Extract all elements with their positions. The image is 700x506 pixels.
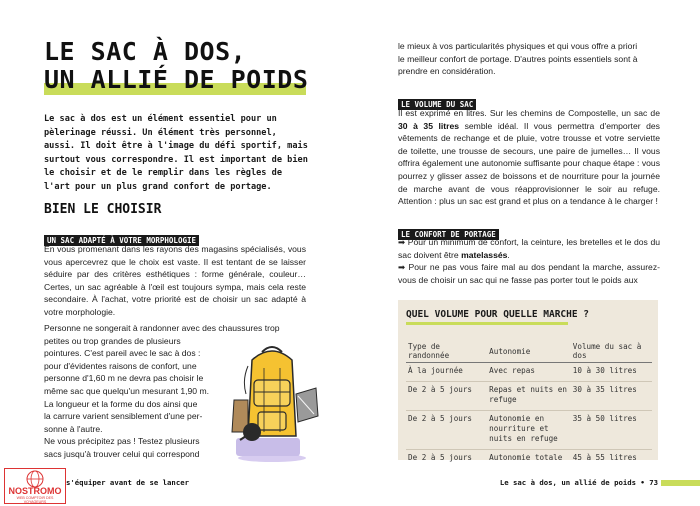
table-title: QUEL VOLUME POUR QUELLE MARCHE ? — [406, 309, 590, 320]
logo-name: NOSTROMO — [8, 486, 62, 496]
footer-band — [661, 480, 700, 486]
arrow-right-icon: ➡ — [398, 237, 408, 247]
intro-paragraph: Le sac à dos est un élément essentiel pour un pèlerinage réussi. Un élément très personnel, aussi. Il doit être à l'image du défi sportif, mais surtout vous correspondre. Il est important de bien le choisir et de le remplir dans les règles de l'art pour un plus grand confort de portage. — [44, 114, 308, 192]
p2-line: personne d'1,60 m ne devra pas choisir le — [44, 373, 204, 384]
p2-line: La longueur et la forme du dos ainsi que — [44, 398, 198, 409]
p2-line: pour d'évidentes raisons de confort, une — [44, 360, 197, 371]
table-header-row — [406, 340, 652, 363]
confort-b1-post: . — [507, 249, 510, 260]
confort-label: LE CONFORT DE PORTAGE — [398, 229, 499, 240]
backpack-illustration — [222, 340, 322, 462]
morphology-label: UN SAC ADAPTÉ À VOTRE MORPHOLOGIE — [44, 235, 199, 246]
p2-line: la carrure varient sensiblement d'une per- — [44, 411, 203, 422]
volume-text-bold: 30 à 35 litres — [398, 120, 460, 131]
table-header: Autonomie — [487, 340, 571, 363]
title-line-1: LE SAC À DOS, — [44, 37, 247, 66]
table-header: Volume du sac à dos — [571, 340, 652, 363]
table-row — [406, 411, 652, 450]
table-title-highlight — [406, 322, 568, 325]
logo-tagline: WEB COMPTOIR DES VOYAGEURS — [16, 496, 54, 504]
p2-line: Personne ne songerait à randonner avec des chaussures trop — [44, 323, 280, 333]
table-cell: Autonomie totale — [489, 453, 563, 462]
table-header: Type de randonnée — [406, 340, 487, 363]
confort-paragraph — [398, 236, 660, 286]
footer-right: Le sac à dos, un allié de poids • 73 — [499, 478, 658, 487]
confort-bullet-2 — [398, 261, 660, 286]
table-cell: À la journée — [406, 363, 487, 382]
nostromo-logo — [4, 468, 66, 504]
right-top-line: prendre en considération. — [398, 66, 496, 77]
p2-line: sonne à l'autre. — [44, 423, 103, 434]
arrow-right-icon: ➡ — [398, 262, 409, 273]
right-top-paragraph — [398, 40, 660, 78]
title-line-2: UN ALLIÉ DE POIDS — [44, 65, 309, 94]
volume-text-pre: Il est exprimé en litres. Sur les chemins de Compostelle, un sac de — [398, 108, 660, 118]
table-row — [406, 450, 652, 469]
page-title — [44, 38, 308, 94]
right-top-line: le mieux à vos particularités physiques et qui vous offre a priori — [398, 41, 638, 51]
morphology-paragraph-1: En vous promenant dans les rayons des magasins spécialisés, vous vous apercevrez que le choix est vaste. Il est tentant de se laisser séduire par des critères esthétiques : forme générale, couleur… Certes, un sac agréable à l'œil est toujours sympa, mais cela reste secondaire. À l'achat, votre priorité est de choisir un sac adapté à votre morphologie. — [44, 244, 306, 317]
confort-b1-bold: matelassés — [461, 249, 508, 260]
p3-line: sacs jusqu'à trouver celui qui correspond — [44, 448, 200, 459]
section-heading: BIEN LE CHOISIR — [44, 202, 162, 217]
confort-bullet-1 — [398, 236, 660, 261]
p2-line: pointures. C'est pareil avec le sac à dos : — [44, 348, 201, 359]
table-cell: Autonomie en nourriture et nuits en refuge — [487, 411, 571, 450]
p2-line: petites ou trop grandes de plusieurs — [44, 335, 181, 346]
volume-text-post: semble idéal. Il vous permettra d'emporter des vêtements de rechange et de pluie, votre trousse et votre serviette de toilette, une trousse de secours, une paire de jumelles… Il vous offrira également une autonomie suffisante pour chaque étape : vous pourrez y glisser assez de boissons et de nourriture pour la journée de marche avant de vous réapprovisionner le soir au refuge. Attention : plus un sac est grand et plus on a tendance à le charger ! — [398, 120, 660, 207]
volume-paragraph — [398, 107, 660, 208]
p2-line: même sac que quelqu'un mesurant 1,90 m. — [44, 385, 210, 396]
table-cell: 30 à 35 litres — [571, 382, 652, 411]
table-cell: De 2 à 5 jours — [408, 453, 473, 462]
table-row — [406, 382, 652, 411]
volume-table — [406, 340, 652, 468]
table-cell: Avec repas — [487, 363, 571, 382]
confort-b1-pre: Pour un minimum de confort, la ceinture, les bretelles et le dos du sac doivent être — [398, 237, 660, 260]
table-cell: 45 à 55 litres — [572, 453, 637, 462]
table-cell: 10 à 30 litres — [571, 363, 652, 382]
confort-b2: Pour ne pas vous faire mal au dos pendant la marche, assurez-vous de choisir un sac qui ne fasse pas porter tout le poids aux — [398, 262, 660, 285]
volume-label: LE VOLUME DU SAC — [398, 99, 476, 110]
table-cell: Repas et nuits en refuge — [487, 382, 571, 411]
table-cell: 35 à 50 litres — [571, 411, 652, 450]
table-cell: De 2 à 5 jours — [406, 382, 487, 411]
footer-left: s'équiper avant de se lancer — [66, 478, 190, 487]
table-row — [406, 363, 652, 382]
table-cell: De 2 à 5 jours — [406, 411, 487, 450]
p3-line: Ne vous précipitez pas ! Testez plusieurs — [44, 436, 200, 447]
right-top-line: le meilleur confort de portage. D'autres points essentiels sont à — [398, 53, 638, 64]
